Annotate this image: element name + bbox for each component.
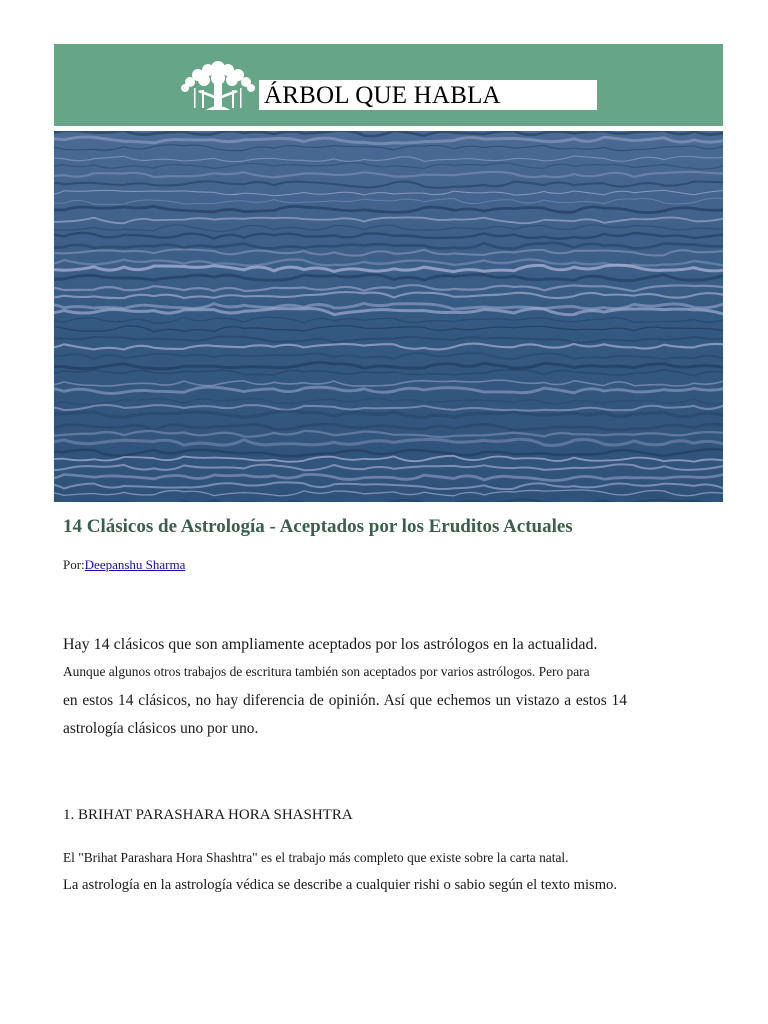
hero-image: [54, 131, 723, 502]
intro-line-4: astrología clásicos uno por uno.: [63, 720, 259, 737]
tree-icon: [180, 58, 256, 114]
site-header: [54, 44, 723, 126]
author-link[interactable]: Deepanshu Sharma: [84, 557, 186, 572]
byline: [63, 557, 185, 573]
section-line-2: La astrología en la astrología védica se describe a cualquier rishi o sabio según el texto mismo.: [63, 877, 617, 893]
logo-text[interactable]: ÁRBOL QUE HABLA: [264, 82, 501, 109]
intro-line-2: Aunque algunos otros trabajos de escritura también son aceptados por varios astrólogos. Pero para: [63, 664, 590, 679]
article-title: 14 Clásicos de Astrología - Aceptados por los Eruditos Actuales: [63, 516, 573, 537]
section-heading: 1. BRIHAT PARASHARA HORA SHASHTRA: [63, 807, 353, 823]
intro-line-1: Hay 14 clásicos que son ampliamente aceptados por los astrólogos en la actualidad.: [63, 636, 598, 653]
section-line-1: El "Brihat Parashara Hora Shashtra" es el trabajo más completo que existe sobre la carta natal.: [63, 850, 569, 865]
byline-prefix: Por:: [63, 557, 85, 572]
intro-line-3: en estos 14 clásicos, no hay diferencia de opinión. Así que echemos un vistazo a estos 14: [63, 692, 627, 709]
